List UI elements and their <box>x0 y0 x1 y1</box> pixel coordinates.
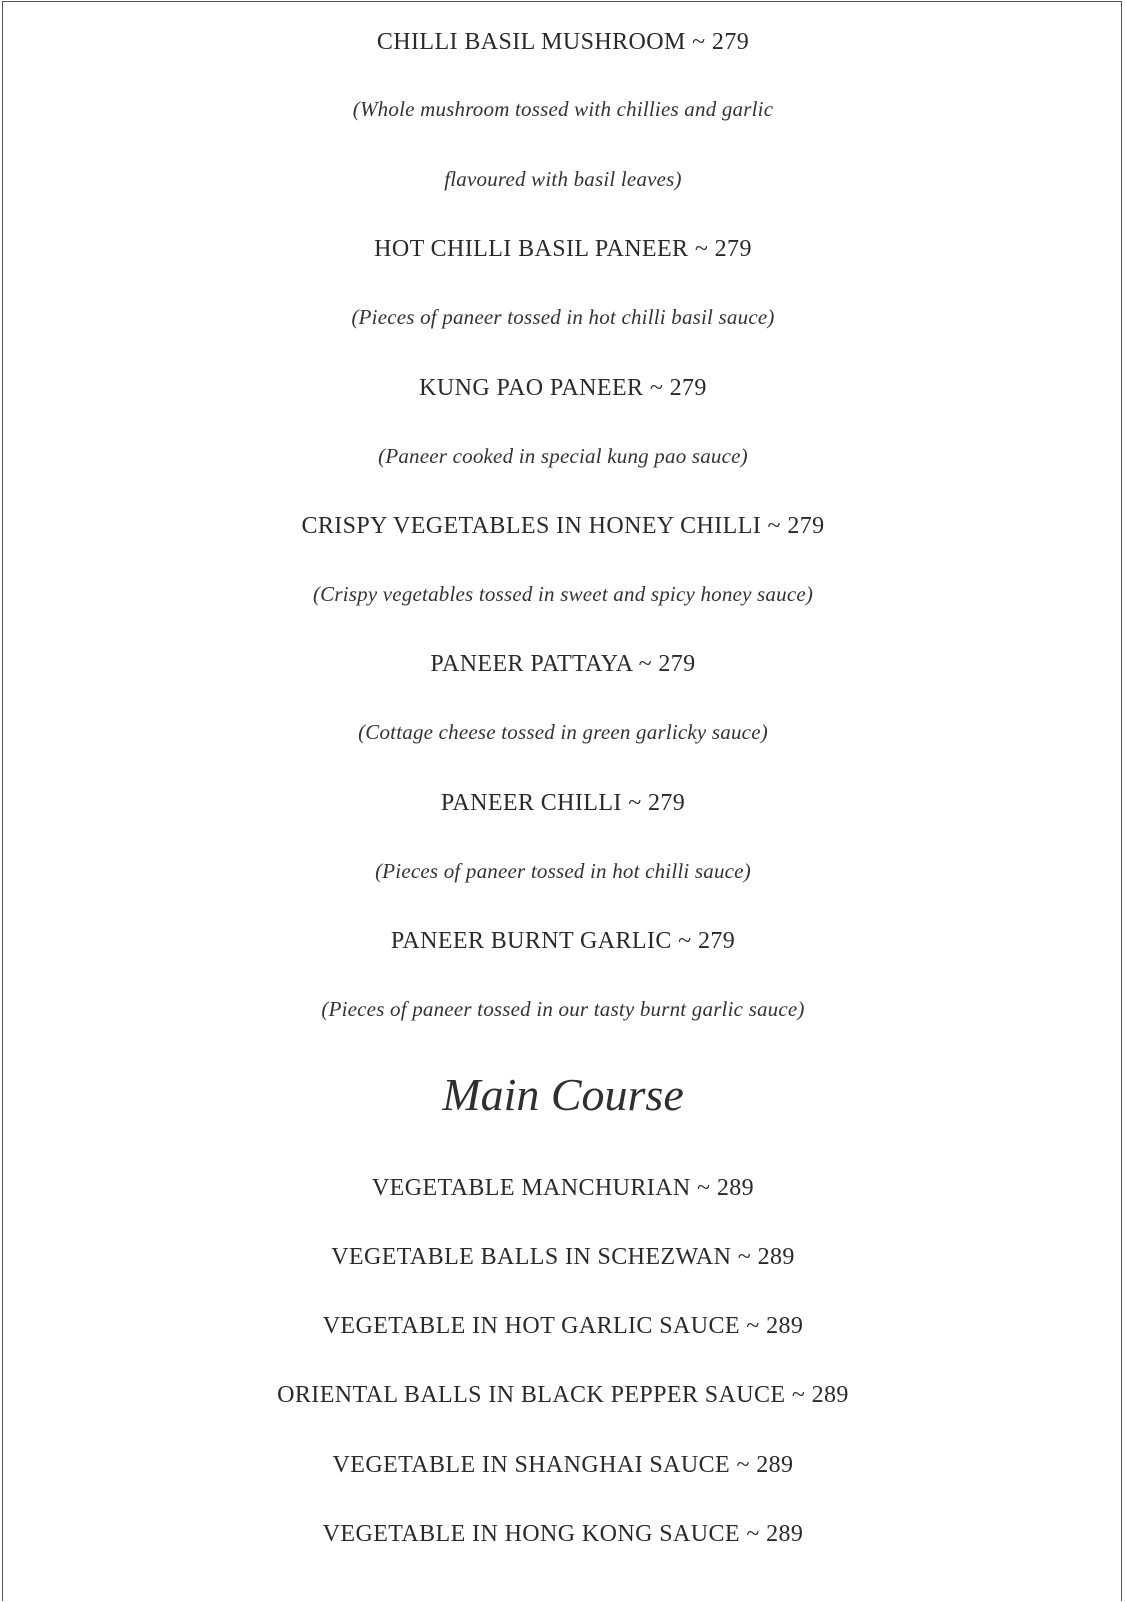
menu-item-description: (Pieces of paneer tossed in hot chilli sauce) <box>375 859 751 883</box>
menu-item-description: (Paneer cooked in special kung pao sauce) <box>378 444 748 468</box>
menu-item-name: CHILLI BASIL MUSHROOM ~ 279 <box>376 29 750 55</box>
menu-item-description: (Pieces of paneer tossed in hot chilli basil sauce) <box>351 305 775 329</box>
menu-item-description: (Whole mushroom tossed with chillies and garlic <box>352 97 774 121</box>
menu-item-name: KUNG PAO PANEER ~ 279 <box>419 375 707 401</box>
menu-item-description: flavoured with basil leaves) <box>444 167 682 191</box>
menu-item-name: ORIENTAL BALLS IN BLACK PEPPER SAUCE ~ 289 <box>277 1382 849 1408</box>
menu-item-name: HOT CHILLI BASIL PANEER ~ 279 <box>374 236 752 262</box>
menu-item-name: CRISPY VEGETABLES IN HONEY CHILLI ~ 279 <box>301 513 825 539</box>
menu-item-name: PANEER BURNT GARLIC ~ 279 <box>390 928 736 954</box>
menu-item-name: PANEER PATTAYA ~ 279 <box>430 651 696 677</box>
menu-item-description: (Crispy vegetables tossed in sweet and spicy honey sauce) <box>312 582 814 606</box>
menu-item-name: VEGETABLE MANCHURIAN ~ 289 <box>371 1175 755 1201</box>
menu-page <box>2 1 1122 1601</box>
section-title-main-course: Main Course <box>442 1069 684 1120</box>
menu-item-description: (Cottage cheese tossed in green garlicky sauce) <box>358 720 768 744</box>
menu-item-description: (Pieces of paneer tossed in our tasty burnt garlic sauce) <box>321 997 805 1021</box>
menu-item-name: VEGETABLE IN HOT GARLIC SAUCE ~ 289 <box>322 1313 804 1339</box>
menu-item-name: PANEER CHILLI ~ 279 <box>440 790 686 816</box>
menu-item-name: VEGETABLE BALLS IN SCHEZWAN ~ 289 <box>331 1244 795 1270</box>
menu-item-name: VEGETABLE IN SHANGHAI SAUCE ~ 289 <box>332 1452 794 1478</box>
menu-item-name: VEGETABLE IN HONG KONG SAUCE ~ 289 <box>322 1521 804 1547</box>
